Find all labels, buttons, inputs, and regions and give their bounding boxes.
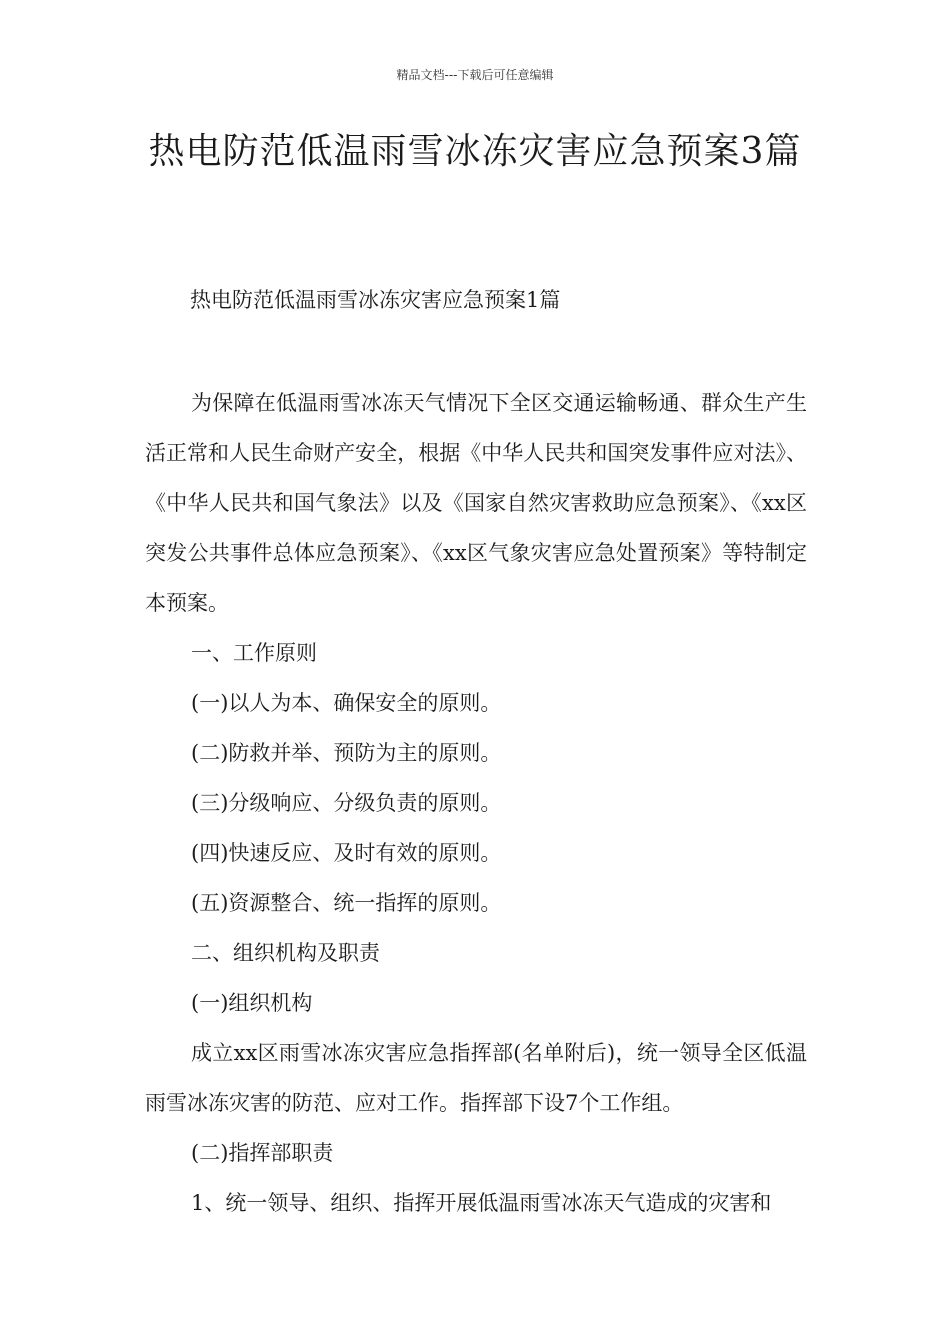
principle-item: (五)资源整合、统一指挥的原则。 bbox=[191, 891, 502, 915]
subheading-duties: (二)指挥部职责 bbox=[191, 1141, 334, 1165]
principle-item: (四)快速反应、及时有效的原则。 bbox=[191, 841, 502, 865]
principle-item: (三)分级响应、分级负责的原则。 bbox=[191, 791, 502, 815]
heading-work-principles: 一、工作原则 bbox=[191, 641, 317, 665]
intro-paragraph: 为保障在低温雨雪冰冻天气情况下全区交通运输畅通、群众生产生活正常和人民生命财产安全，根据《中华人民共和国突发事件应对法》、《中华人民共和国气象法》以及《国家自然灾害救助应急预案》、《xx区突发公共事件总体应急预案》、《xx区气象灾害应急处置预案》等特制定本预案。 bbox=[145, 391, 807, 615]
duties-paragraph: 1、统一领导、组织、指挥开展低温雨雪冰冻天气造成的灾害和 bbox=[191, 1191, 772, 1215]
document-title: 热电防范低温雨雪冰冻灾害应急预案3篇 bbox=[148, 131, 802, 172]
document-body bbox=[145, 378, 807, 1228]
principle-item: (一)以人为本、确保安全的原则。 bbox=[191, 691, 502, 715]
subheading-organization: (一)组织机构 bbox=[191, 991, 313, 1015]
principle-item: (二)防救并举、预防为主的原则。 bbox=[191, 741, 502, 765]
organization-paragraph: 成立xx区雨雪冰冻灾害应急指挥部(名单附后)，统一领导全区低温雨雪冰冻灾害的防范、应对工作。指挥部下设7个工作组。 bbox=[145, 1041, 807, 1115]
section-subtitle: 热电防范低温雨雪冰冻灾害应急预案1篇 bbox=[190, 288, 561, 312]
heading-organization: 二、组织机构及职责 bbox=[191, 941, 380, 965]
header-note: 精品文档---下载后可任意编辑 bbox=[396, 68, 554, 82]
